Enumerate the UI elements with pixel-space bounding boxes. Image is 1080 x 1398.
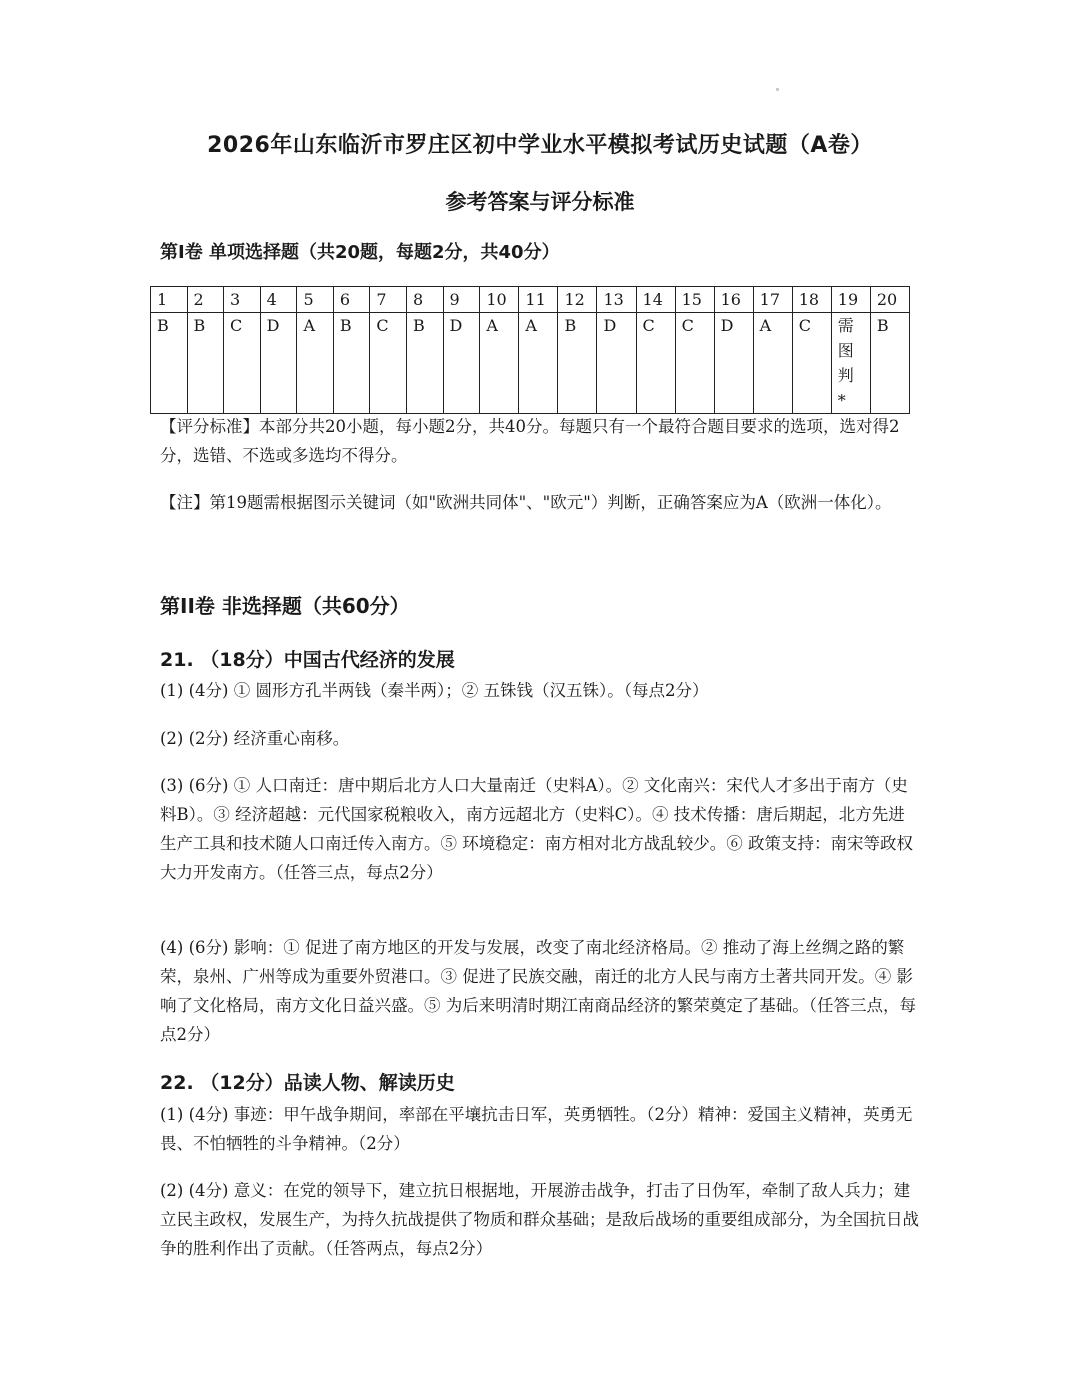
answer-cell: B xyxy=(407,313,444,414)
answer-cell: C xyxy=(224,313,261,414)
part1-heading: 第Ⅰ卷 单项选择题（共20题，每题2分，共40分） xyxy=(160,242,560,263)
answer-cell: C xyxy=(792,313,831,414)
answer-table xyxy=(150,286,910,414)
question-number-cell: 5 xyxy=(297,287,333,313)
question-number-cell: 19 xyxy=(831,287,870,313)
answer-cell: B xyxy=(187,313,224,414)
question-number-cell: 1 xyxy=(151,287,188,313)
question-number-row xyxy=(151,287,910,313)
question-number-cell: 18 xyxy=(792,287,831,313)
answer-cell: D xyxy=(714,313,753,414)
answer-cell: C xyxy=(675,313,714,414)
question-number-cell: 16 xyxy=(714,287,753,313)
q19-note: 【注】第19题需根据图示关键词（如"欧洲共同体"、"欧元"）判断，正确答案应为A（欧洲一体化）。 xyxy=(160,493,892,512)
q22-answer-2: (2) (4分) 意义：在党的领导下，建立抗日根据地，开展游击战争，打击了日伪军，牵制了敌人兵力；建立民主政权，发展生产，为持久抗战提供了物质和群众基础；是敌后战场的重要组成部分，为全国抗日战争的胜利作出了贡献。（任答两点，每点2分） xyxy=(160,1181,919,1258)
question-number-cell: 7 xyxy=(370,287,407,313)
q21-answer-2: (2) (2分) 经济重心南移。 xyxy=(160,729,350,748)
document-title: 2026年山东临沂市罗庄区初中学业水平模拟考试历史试题（A卷） xyxy=(207,133,873,158)
answer-cell: C xyxy=(370,313,407,414)
q21-heading: 21. （18分）中国古代经济的发展 xyxy=(160,649,455,671)
question-number-cell: 2 xyxy=(187,287,224,313)
part2-heading: 第II卷 非选择题（共60分） xyxy=(160,594,410,618)
question-number-cell: 11 xyxy=(519,287,558,313)
question-number-cell: 6 xyxy=(333,287,370,313)
answer-cell: 需 图 判 * xyxy=(831,313,870,414)
scan-mark xyxy=(776,88,779,91)
question-number-cell: 4 xyxy=(260,287,297,313)
q21-answer-3: (3) (6分) ① 人口南迁：唐中期后北方人口大量南迁（史料A）。② 文化南兴：宋代人才多出于南方（史料B）。③ 经济超越：元代国家税粮收入，南方远超北方（史料C）。④ 技术传播：唐后期起，北方先进生产工具和技术随人口南迁传入南方。⑤ 环境稳定：南方相对北方战乱较少。⑥ 政策支持：南宋等政权大力开发南方。（任答三点，每点2分） xyxy=(160,776,913,882)
answer-cell: D xyxy=(443,313,480,414)
q21-answer-4: (4) (6分) 影响：① 促进了南方地区的开发与发展，改变了南北经济格局。② 推动了海上丝绸之路的繁荣，泉州、广州等成为重要外贸港口。③ 促进了民族交融，南迁的北方人民与南方土著共同开发。④ 影响了文化格局，南方文化日益兴盛。⑤ 为后来明清时期江南商品经济的繁荣奠定了基础。（任答三点，每点2分） xyxy=(160,938,916,1044)
q22-answer-1: (1) (4分) 事迹：甲午战争期间，率部在平壤抗击日军，英勇牺牲。（2分）精神：爱国主义精神，英勇无畏、不怕牺牲的斗争精神。（2分） xyxy=(160,1105,913,1153)
document-subtitle: 参考答案与评分标准 xyxy=(445,190,635,214)
question-number-cell: 10 xyxy=(480,287,519,313)
answer-cell: C xyxy=(636,313,675,414)
answer-cell: A xyxy=(753,313,792,414)
answer-cell: B xyxy=(558,313,597,414)
question-number-cell: 8 xyxy=(407,287,444,313)
answer-cell: A xyxy=(297,313,333,414)
question-number-cell: 9 xyxy=(443,287,480,313)
question-number-cell: 14 xyxy=(636,287,675,313)
scoring-standard: 【评分标准】本部分共20小题，每小题2分，共40分。每题只有一个最符合题目要求的选项，选对得2分，选错、不选或多选均不得分。 xyxy=(160,417,900,465)
answer-cell: A xyxy=(480,313,519,414)
question-number-cell: 15 xyxy=(675,287,714,313)
question-number-cell: 12 xyxy=(558,287,597,313)
answer-cell: B xyxy=(333,313,370,414)
answer-cell: B xyxy=(151,313,188,414)
question-number-cell: 13 xyxy=(597,287,636,313)
answer-cell: D xyxy=(260,313,297,414)
answer-cell: B xyxy=(870,313,909,414)
answer-cell: A xyxy=(519,313,558,414)
question-number-cell: 17 xyxy=(753,287,792,313)
answer-row xyxy=(151,313,910,414)
q22-heading: 22. （12分）品读人物、解读历史 xyxy=(160,1072,455,1094)
question-number-cell: 20 xyxy=(870,287,909,313)
question-number-cell: 3 xyxy=(224,287,261,313)
q21-answer-1: (1) (4分) ① 圆形方孔半两钱（秦半两）；② 五铢钱（汉五铢）。（每点2分） xyxy=(160,681,709,700)
answer-cell: D xyxy=(597,313,636,414)
